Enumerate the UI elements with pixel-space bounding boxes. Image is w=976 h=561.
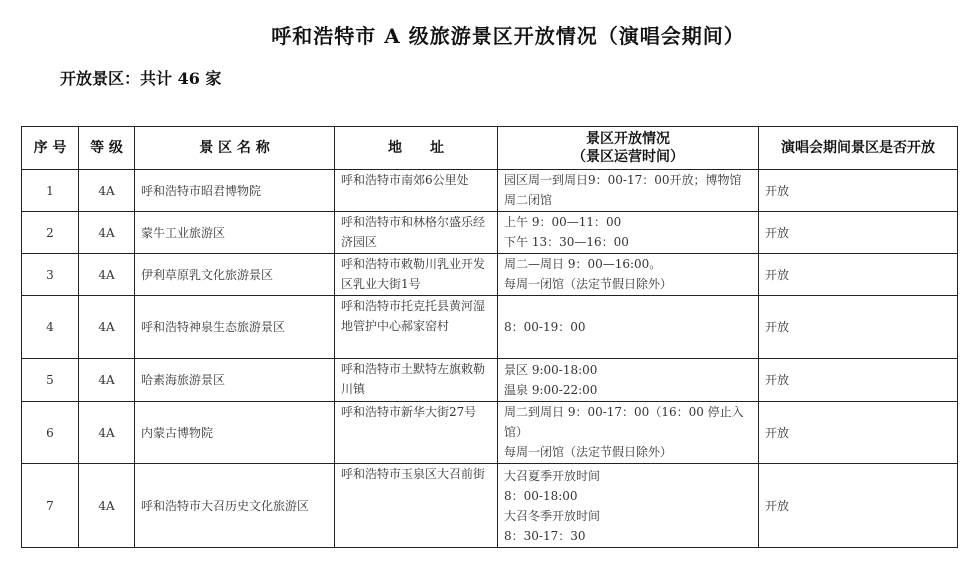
- row-level: 4A: [79, 359, 135, 402]
- row-number: 7: [22, 464, 79, 548]
- row-name: 呼和浩特神泉生态旅游景区: [135, 296, 335, 359]
- row-hours: 周二—周日 9：00—16:00。 每周一闭馆（法定节假日除外）: [498, 254, 759, 296]
- row-level: 4A: [79, 464, 135, 548]
- open-count-subtitle: 开放景区：共计 46 家: [60, 69, 222, 88]
- row-address: 呼和浩特市敕勒川乳业开发区乳业大街1号: [335, 254, 498, 296]
- row-address: 呼和浩特市新华大街27号: [335, 402, 498, 464]
- row-hours: 大召夏季开放时间 8：00-18:00 大召冬季开放时间 8：30-17：30: [498, 464, 759, 548]
- table-row: [22, 254, 958, 296]
- row-hours: 景区 9:00-18:00 温泉 9:00-22:00: [498, 359, 759, 402]
- row-number: 1: [22, 170, 79, 212]
- row-address: 呼和浩特市南郊6公里处: [335, 170, 498, 212]
- row-name: 蒙牛工业旅游区: [135, 212, 335, 254]
- row-number: 3: [22, 254, 79, 296]
- row-name: 哈素海旅游景区: [135, 359, 335, 402]
- row-level: 4A: [79, 170, 135, 212]
- row-level: 4A: [79, 254, 135, 296]
- table-row: [22, 170, 958, 212]
- row-address: 呼和浩特市和林格尔盛乐经济园区: [335, 212, 498, 254]
- header-hours: 景区开放情况 （景区运营时间）: [498, 127, 759, 170]
- row-open-status: 开放: [759, 254, 958, 296]
- header-no: 序 号: [22, 127, 79, 170]
- row-address: 呼和浩特市土默特左旗敕勒川镇: [335, 359, 498, 402]
- row-hours: 园区周一到周日9：00-17：00开放；博物馆周二闭馆: [498, 170, 759, 212]
- row-name: 呼和浩特市昭君博物院: [135, 170, 335, 212]
- row-name: 呼和浩特市大召历史文化旅游区: [135, 464, 335, 548]
- row-hours: 上午 9：00—11：00 下午 13：30—16：00: [498, 212, 759, 254]
- row-open-status: 开放: [759, 296, 958, 359]
- table-row: [22, 212, 958, 254]
- scenic-area-table: [21, 126, 958, 548]
- table-row: [22, 464, 958, 548]
- row-address: 呼和浩特市托克托县黄河湿地管护中心郝家窑村: [335, 296, 498, 359]
- row-open-status: 开放: [759, 464, 958, 548]
- table-row: [22, 402, 958, 464]
- row-level: 4A: [79, 212, 135, 254]
- row-number: 4: [22, 296, 79, 359]
- header-address: 地 址: [335, 127, 498, 170]
- row-hours: 周二到周日 9：00-17：00（16：00 停止入馆） 每周一闭馆（法定节假日除外）: [498, 402, 759, 464]
- row-name: 伊利草原乳文化旅游景区: [135, 254, 335, 296]
- row-open-status: 开放: [759, 170, 958, 212]
- row-open-status: 开放: [759, 402, 958, 464]
- row-open-status: 开放: [759, 212, 958, 254]
- row-hours: 8：00-19：00: [498, 296, 759, 359]
- page-title: 呼和浩特市 A 级旅游景区开放情况（演唱会期间）: [271, 24, 745, 48]
- row-number: 6: [22, 402, 79, 464]
- table-header-row: [22, 127, 958, 170]
- row-number: 2: [22, 212, 79, 254]
- header-name: 景 区 名 称: [135, 127, 335, 170]
- row-level: 4A: [79, 296, 135, 359]
- row-level: 4A: [79, 402, 135, 464]
- row-name: 内蒙古博物院: [135, 402, 335, 464]
- row-address: 呼和浩特市玉泉区大召前街: [335, 464, 498, 548]
- header-open: 演唱会期间景区是否开放: [759, 127, 958, 170]
- table-row: [22, 296, 958, 359]
- row-open-status: 开放: [759, 359, 958, 402]
- table-row: [22, 359, 958, 402]
- header-level: 等 级: [79, 127, 135, 170]
- row-number: 5: [22, 359, 79, 402]
